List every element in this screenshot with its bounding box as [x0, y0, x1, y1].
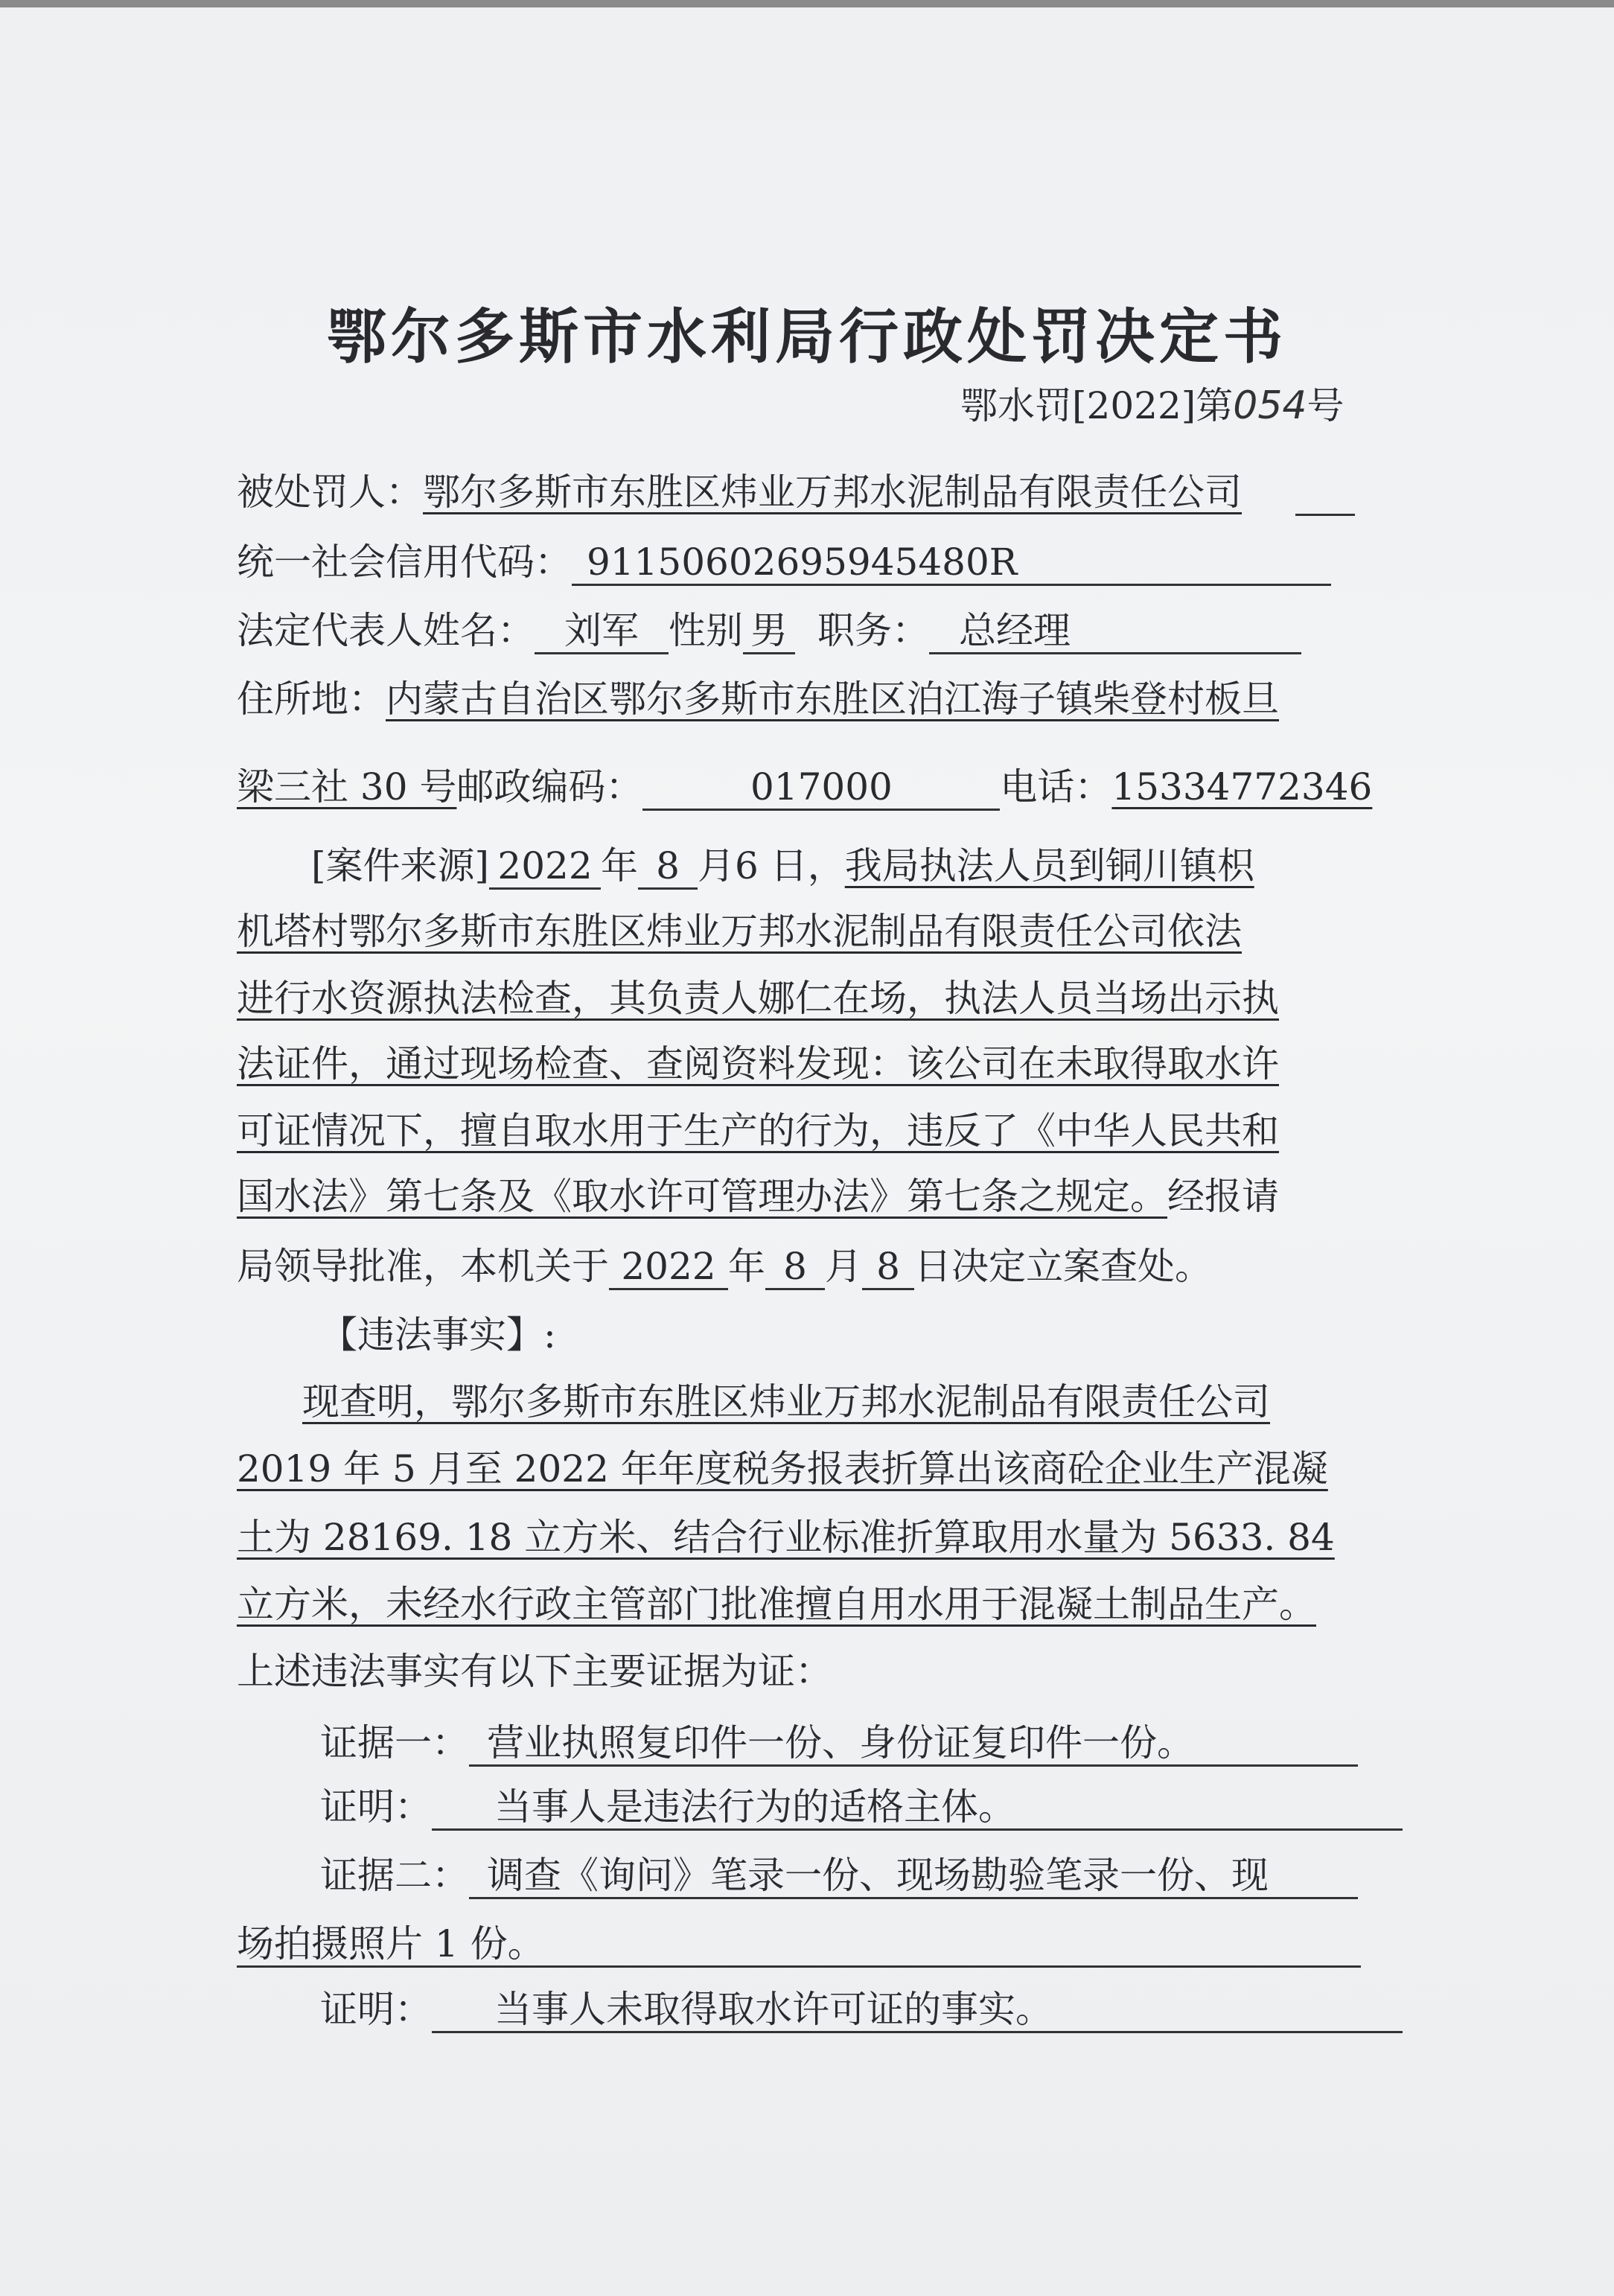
legal-rep-row [237, 609, 1301, 654]
facts-line-3: 土为 28169. 18 立方米、结合行业标准折算取用水量为 5633. 84 [237, 1516, 1335, 1559]
case-year-unit: 年 [601, 844, 639, 887]
address-line1: 内蒙古自治区鄂尔多斯市东胜区泊江海子镇柴登村板旦 [386, 677, 1279, 721]
case-month-unit: 月 [698, 844, 736, 887]
credit-code-row [237, 540, 1331, 586]
party-name: 鄂尔多斯市东胜区炜业万邦水泥制品有限责任公司 [423, 471, 1242, 514]
doc-number-handwritten: 054 [1233, 383, 1307, 428]
evidence-2 [320, 1854, 1358, 1899]
phone-label: 电话： [1000, 765, 1112, 809]
proof-1-text: 当事人是违法行为的适格主体。 [432, 1788, 1403, 1831]
case-line7-tail: 日决定立案查处。 [914, 1245, 1212, 1288]
doc-number-suffix: 号 [1307, 384, 1345, 427]
scan-edge [0, 0, 1614, 7]
facts-line-1 [237, 1380, 1270, 1423]
evidence-intro: 上述违法事实有以下主要证据为证： [237, 1650, 832, 1693]
credit-code-label: 统一社会信用代码： [237, 540, 572, 584]
evidence-1 [320, 1721, 1358, 1767]
case-source-label: [案件来源] [311, 844, 490, 887]
legal-rep-label: 法定代表人姓名： [237, 609, 535, 652]
case-line7-head: 局领导批准，本机关于 [237, 1245, 609, 1288]
evidence-1-label: 证据一： [320, 1721, 469, 1764]
address-label: 住所地： [237, 677, 386, 721]
gender-value: 男 [743, 612, 795, 654]
case-source-line-1 [311, 844, 1254, 890]
proof-1-label: 证明： [320, 1785, 432, 1828]
filing-month-unit: 月 [825, 1245, 862, 1288]
proof-2 [320, 1988, 1403, 2033]
evidence-2-label: 证据二： [320, 1854, 469, 1897]
address-postcode-row [237, 765, 1373, 811]
credit-code-value: 91150602695945480R [572, 543, 1331, 586]
postcode-label: 邮政编码： [456, 765, 643, 809]
case-day: 6 日， [735, 844, 845, 887]
position-value: 总经理 [929, 612, 1301, 654]
facts-line-4: 立方米，未经水行政主管部门批准擅自用水用于混凝土制品生产。 [237, 1583, 1316, 1626]
evidence-2-text: 调查《询问》笔录一份、现场勘验笔录一份、现 [469, 1857, 1358, 1899]
facts-line-1-text: 现查明，鄂尔多斯市东胜区炜业万邦水泥制品有限责任公司 [302, 1380, 1270, 1423]
evidence-1-text: 营业执照复印件一份、身份证复印件一份。 [469, 1724, 1358, 1767]
proof-1 [320, 1785, 1403, 1831]
case-line6-underlined: 国水法》第七条及《取水许可管理办法》第七条之规定。 [237, 1175, 1167, 1218]
case-source-line-6 [237, 1175, 1279, 1218]
party-name-row [237, 471, 1242, 514]
case-source-line-5: 可证情况下，擅自取水用于生产的行为，违反了《中华人民共和 [237, 1109, 1279, 1152]
case-line6-tail: 经报请 [1167, 1175, 1279, 1218]
doc-number-prefix: 鄂水罚[2022]第 [960, 384, 1234, 427]
party-name-underline-tail [1295, 514, 1355, 516]
case-source-line-7 [237, 1245, 1212, 1290]
case-source-line-2: 机塔村鄂尔多斯市东胜区炜业万邦水泥制品有限责任公司依法 [237, 910, 1242, 953]
phone-value: 15334772346 [1111, 765, 1373, 809]
case-source-line-3: 进行水资源执法检查，其负责人娜仁在场，执法人员当场出示执 [237, 977, 1279, 1020]
case-year: 2022 [489, 847, 601, 890]
case-month: 8 [638, 847, 698, 890]
case-line1-tail: 我局执法人员到铜川镇枳 [844, 844, 1254, 887]
page-title: 鄂尔多斯市水利局行政处罚决定书 [327, 302, 1287, 371]
filing-year: 2022 [609, 1248, 728, 1290]
legal-rep-name: 刘军 [535, 612, 669, 654]
position-label: 职务： [817, 609, 929, 652]
evidence-2-continued [237, 1922, 1361, 1968]
address-line2: 梁三社 30 号 [237, 765, 457, 809]
filing-day: 8 [862, 1248, 914, 1290]
postcode-value: 017000 [642, 768, 1000, 811]
facts-heading: 【违法事实】: [320, 1313, 556, 1356]
document-number [960, 383, 1345, 428]
party-label: 被处罚人： [237, 471, 423, 514]
case-source-line-4: 法证件，通过现场检查、查阅资料发现：该公司在未取得取水许 [237, 1042, 1279, 1085]
facts-line-2: 2019 年 5 月至 2022 年年度税务报表折算出该商砼企业生产混凝 [237, 1447, 1328, 1490]
proof-2-text: 当事人未取得取水许可证的事实。 [432, 1991, 1403, 2033]
address-row [237, 677, 1279, 721]
proof-2-label: 证明： [320, 1988, 432, 2031]
evidence-2-cont-text: 场拍摄照片 1 份。 [237, 1925, 1361, 1968]
filing-month: 8 [765, 1248, 825, 1290]
filing-year-unit: 年 [728, 1245, 765, 1288]
gender-label: 性别 [669, 609, 743, 652]
